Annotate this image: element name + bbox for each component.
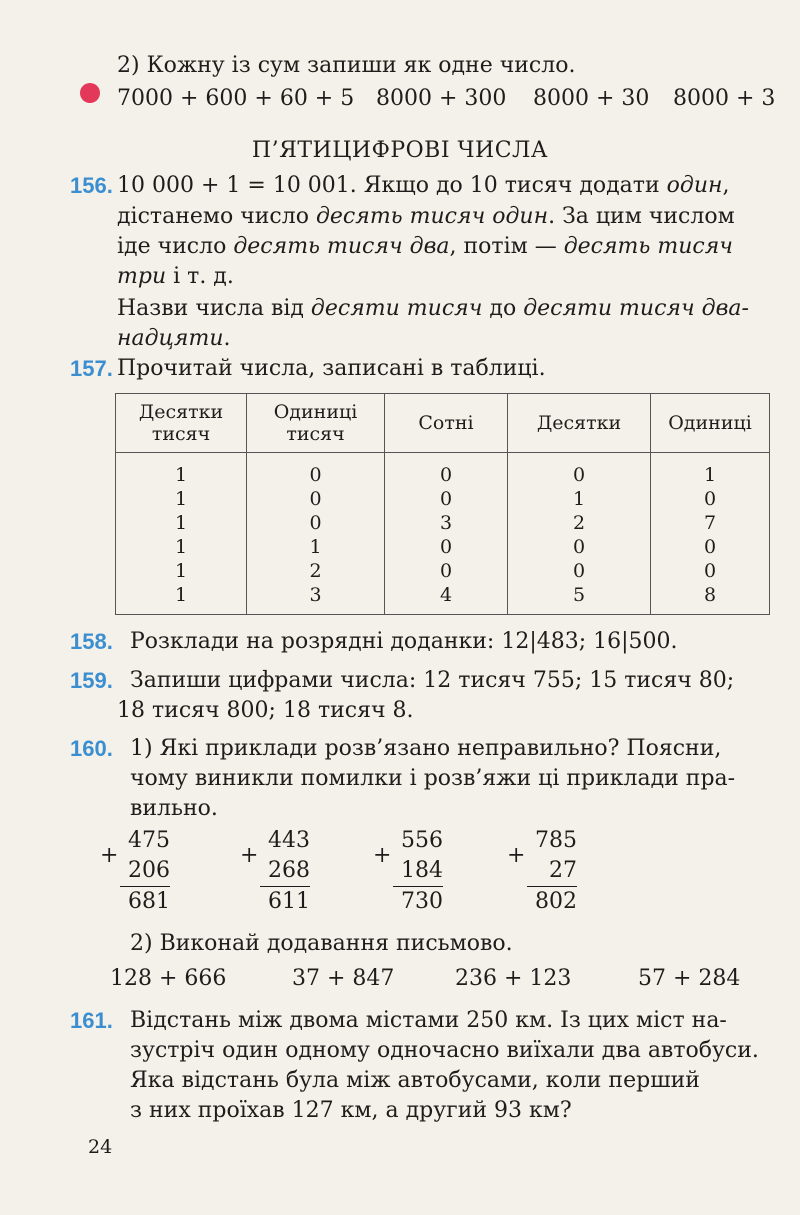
table-cell: 0 (703, 488, 717, 510)
table-cell: 1 (174, 488, 188, 510)
table-cell: 3 (439, 512, 453, 534)
table-cell: 2 (309, 560, 322, 582)
table-cell: 4 (439, 584, 453, 606)
result: 681 (120, 886, 170, 917)
exercise-156-line-3: іде число десять тисяч два, потім — десять тисяч (117, 234, 733, 259)
exercise-160-line-2: чому виникли помилки і розв’яжи ці приклади пра- (130, 766, 736, 791)
plus-sign: + (507, 843, 526, 868)
table-cell: 0 (703, 536, 717, 558)
exercise-156-number: 156. (70, 173, 113, 198)
exercise-161-line-4: з них проїхав 127 км, а другий 93 км? (130, 1098, 572, 1123)
addend-2: 206 (128, 858, 170, 883)
table-cell: 8 (703, 584, 717, 606)
table-cell: 0 (309, 512, 322, 534)
exercise-156-line-4: три і т. д. (117, 264, 234, 289)
exercise-160-number: 160. (70, 736, 113, 761)
addend-2: 268 (268, 858, 310, 883)
column-addition-3 (373, 826, 443, 917)
exercise-160-line-1: 1) Які приклади розв’язано неправильно? Поясни, (130, 736, 722, 761)
exercise-156-line-1: 10 000 + 1 = 10 001. Якщо до 10 тисяч додати один, (117, 173, 730, 198)
part2-label: 2) Кожну із сум запиши як одне число. (117, 53, 576, 78)
addend-1: 785 (535, 828, 577, 853)
table-column-cell (247, 453, 385, 615)
sum-1: 7000 + 600 + 60 + 5 (117, 86, 355, 111)
table-cell: 1 (174, 560, 188, 582)
section-title: П’ЯТИЦИФРОВІ ЧИСЛА (251, 138, 549, 163)
plus-sign: + (100, 843, 119, 868)
sum-4: 8000 + 3 (673, 86, 776, 111)
written-sum-3: 236 + 123 (455, 966, 572, 991)
sum-2: 8000 + 300 (376, 86, 507, 111)
table-cell: 0 (572, 464, 586, 486)
red-dot-marker (80, 83, 100, 103)
table-column-cell (116, 453, 247, 615)
addend-2: 184 (401, 858, 443, 883)
exercise-161-number: 161. (70, 1008, 113, 1033)
addend-2: 27 (549, 858, 577, 883)
addend-1: 475 (128, 828, 170, 853)
exercise-157-number: 157. (70, 356, 113, 381)
column-addition-4 (507, 826, 577, 917)
sum-3: 8000 + 30 (533, 86, 650, 111)
table-cell: 1 (174, 464, 188, 486)
table-header: Сотні (385, 394, 508, 453)
table-header: Одиниці (651, 394, 770, 453)
table-cell: 0 (309, 488, 322, 510)
written-sum-4: 57 + 284 (638, 966, 741, 991)
result: 611 (260, 886, 310, 917)
table-cell: 2 (572, 512, 586, 534)
written-sum-2: 37 + 847 (292, 966, 395, 991)
table-cell: 0 (309, 464, 322, 486)
column-addition-1 (100, 826, 170, 917)
table-cell: 0 (439, 488, 453, 510)
table-cell: 7 (703, 512, 717, 534)
exercise-156-line-2: дістанемо число десять тисяч один. За цим числом (117, 204, 735, 229)
table-column-cell (385, 453, 508, 615)
table-cell: 1 (174, 584, 188, 606)
table-cell: 1 (174, 512, 188, 534)
table-cell: 0 (439, 536, 453, 558)
column-addition-2 (240, 826, 310, 917)
table-column-cell (651, 453, 770, 615)
addend-1: 443 (268, 828, 310, 853)
table-cell: 1 (703, 464, 717, 486)
exercise-159-line-1: Запиши цифрами числа: 12 тисяч 755; 15 тисяч 80; (130, 668, 735, 693)
table-header: Десятки тисяч (116, 394, 247, 453)
exercise-160-part2-label: 2) Виконай додавання письмово. (130, 931, 513, 956)
exercise-161-line-3: Яка відстань була між автобусами, коли перший (130, 1068, 700, 1093)
table-cell: 1 (572, 488, 586, 510)
table-cell: 3 (309, 584, 322, 606)
exercise-156-line-5: Назви числа від десяти тисяч до десяти тисяч два- (117, 296, 749, 321)
exercise-157-text: Прочитай числа, записані в таблиці. (117, 356, 546, 381)
place-value-table (115, 393, 770, 615)
addend-1: 556 (401, 828, 443, 853)
plus-sign: + (373, 843, 392, 868)
exercise-158-number: 158. (70, 629, 113, 654)
table-cell: 0 (572, 536, 586, 558)
result: 730 (393, 886, 443, 917)
result: 802 (527, 886, 577, 917)
table-column-cell (508, 453, 651, 615)
exercise-156-line-6: надцяти. (117, 326, 231, 351)
table-header: Одиниці тисяч (247, 394, 385, 453)
table-cell: 0 (439, 560, 453, 582)
table-header: Десятки (508, 394, 651, 453)
plus-sign: + (240, 843, 259, 868)
table-cell: 1 (309, 536, 322, 558)
exercise-161-line-1: Відстань між двома містами 250 км. Із цих міст на- (130, 1008, 727, 1033)
table-cell: 0 (703, 560, 717, 582)
exercise-159-number: 159. (70, 668, 113, 693)
exercise-160-line-3: вильно. (130, 796, 218, 821)
page-number: 24 (88, 1136, 113, 1158)
written-sum-1: 128 + 666 (110, 966, 227, 991)
table-cell: 0 (439, 464, 453, 486)
exercise-159-line-2: 18 тисяч 800; 18 тисяч 8. (117, 698, 414, 723)
table-cell: 5 (572, 584, 586, 606)
table-cell: 1 (174, 536, 188, 558)
table-body-row (116, 453, 770, 615)
table-cell: 0 (572, 560, 586, 582)
exercise-161-line-2: зустріч один одному одночасно виїхали два автобуси. (130, 1038, 759, 1063)
exercise-158-text: Розклади на розрядні доданки: 12|483; 16|500. (130, 629, 678, 654)
table-header-row (116, 394, 770, 453)
